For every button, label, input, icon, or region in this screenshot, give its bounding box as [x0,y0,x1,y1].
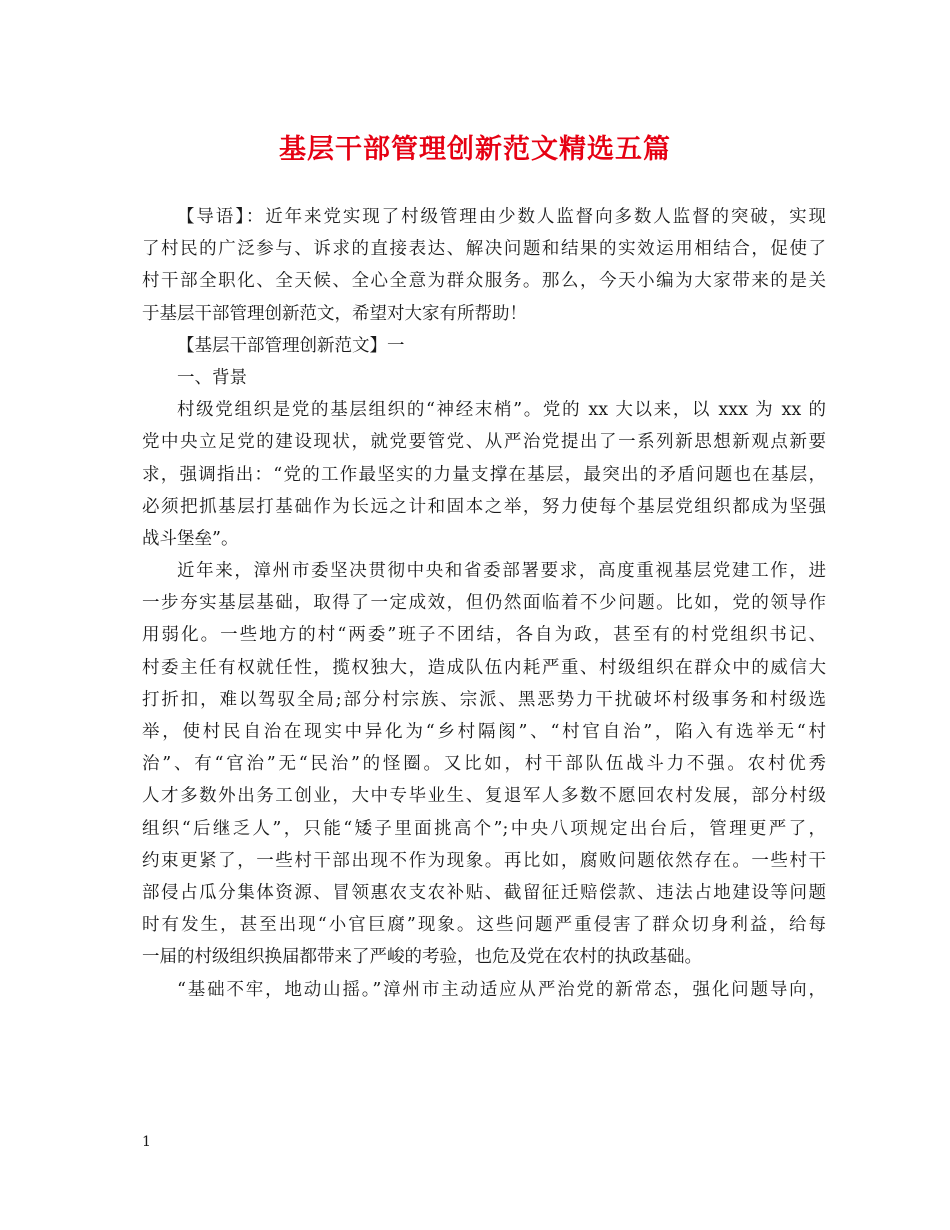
text-line: 村级党组织是党的基层组织的“神经末梢”。党的 xx 大以来，以 xxx 为 xx 的 [177,400,826,421]
text-line: 求，强调指出：“党的工作最坚实的力量支撑在基层，最突出的矛盾问题也在基层， [142,464,826,485]
text-line: 一步夯实基层基础，取得了一定成效，但仍然面临着不少问题。比如，党的领导作 [142,593,826,614]
text-line: 时有发生，甚至出现“小官巨腐”现象。这些问题严重侵害了群众切身利益，给每 [142,915,826,936]
text-line: 村委主任有权就任性，揽权独大，造成队伍内耗严重、村级组织在群众中的威信大 [142,657,826,678]
text-line: 约束更紧了，一些村干部出现不作为现象。再比如，腐败问题依然存在。一些村干 [142,850,826,871]
text-line: 村干部全职化、全天候、全心全意为群众服务。那么，今天小编为大家带来的是关 [142,271,826,292]
text-line: “基础不牢，地动山摇。”漳州市主动适应从严治党的新常态，强化问题导向， [177,979,826,1000]
text-line: 组织“后继乏人”，只能“矮子里面挑高个”;中央八项规定出台后，管理更严了， [142,818,826,839]
text-line: 必须把抓基层打基础作为长远之计和固本之举，努力使每个基层党组织都成为坚强 [142,496,826,517]
text-line: 一届的村级组织换届都带来了严峻的考验，也危及党在农村的执政基础。 [142,947,702,968]
document-body [142,201,826,1006]
text-line: 人才多数外出务工创业，大中专毕业生、复退军人多数不愿回农村发展，部分村级 [142,786,826,807]
subsection-heading: 一、背景 [177,367,247,388]
text-line: 部侵占瓜分集体资源、冒领惠农支农补贴、截留征迁赔偿款、违法占地建设等问题 [142,882,826,903]
text-line: 于基层干部管理创新范文，希望对大家有所帮助！ [142,303,527,324]
text-line: 用弱化。一些地方的村“两委”班子不团结，各自为政，甚至有的村党组织书记、 [142,625,826,646]
text-line: 举，使村民自治在现实中异化为“乡村隔阂”、“村官自治”，陷入有选举无“村 [142,722,826,742]
text-line: 了村民的广泛参与、诉求的直接表达、解决问题和结果的实效运用相结合，促使了 [142,239,826,260]
text-line: 【导语】：近年来党实现了村级管理由少数人监督向多数人监督的突破，实现 [177,207,826,227]
text-line: 治”、有“官治”无“民治”的怪圈。又比如，村干部队伍战斗力不强。农村优秀 [142,754,826,775]
text-line: 战斗堡垒”。 [142,528,239,549]
section-heading: 【基层干部管理创新范文】一 [177,335,405,356]
text-line: 党中央立足党的建设现状，就党要管党、从严治党提出了一系列新思想新观点新要 [142,432,826,453]
text-line: 近年来，漳州市委坚决贯彻中央和省委部署要求，高度重视基层党建工作，进 [177,561,826,582]
text-line: 打折扣，难以驾驭全局;部分村宗族、宗派、黑恶势力干扰破坏村级事务和村级选 [142,689,826,710]
document-title: 基层干部管理创新范文精选五篇 [279,134,671,165]
page-number: 1 [142,1134,151,1150]
